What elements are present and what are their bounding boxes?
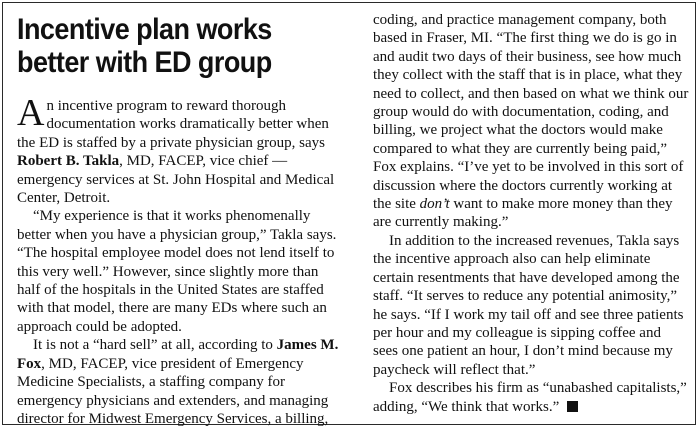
paragraph-2: “My experience is that it works phenomenally better when you have a physician group,” Takla says. “The hospital employee model does not lend itself to this very well.” However, since slightly more than half of the hospitals in the United States are staffed with that model, there are many EDs where such an approach could be adopted.	[17, 208, 337, 335]
paragraph-3	[17, 336, 345, 428]
emphasis-dont: don’t	[419, 196, 450, 213]
article-headline: Incentive plan works better with ED group	[17, 13, 272, 79]
paragraph-1-text-b: , MD, FACEP, vice chief — emergency services at St. John Hospital and Medical Center, Detroit.	[17, 153, 335, 207]
end-mark-square-icon	[567, 401, 578, 412]
paragraph-5	[373, 379, 689, 416]
right-column	[373, 11, 689, 416]
paragraph-5-text: Fox describes his firm as “unabashed capitalists,” adding, “We think that works.”	[373, 380, 687, 415]
paragraph-3-cont-text-a: coding, and practice management company, both based in Fraser, MI. “The first thing we do is go in and audit two days of their business, see how much they collect with the staff that is in place, what they need to collect, and then based on what we think our group would do with documentation, coding, and billing, we project what the doctors would make compared to what they are currently being paid,” Fox explains. “I’ve yet to be involved in this sort of discussion where the doctors currently working at the site	[373, 12, 689, 213]
left-column	[17, 13, 345, 428]
article-frame	[2, 2, 696, 425]
source-name-takla: Robert B. Takla	[17, 153, 120, 170]
paragraph-3-cont-text-b: want to make more money than they are currently making.”	[373, 196, 673, 231]
drop-cap: A	[17, 92, 45, 134]
paragraph-3-text-a: It is not a “hard sell” at all, according to	[33, 337, 277, 354]
paragraph-4: In addition to the increased revenues, Takla says the incentive approach also can help eliminate certain resentments that have developed among the staff. “It serves to reduce any potential animosity,” he says. “If I work my tail off and see three patients per hour and my colleague is sipping coffee and sees one patient an hour, I don’t mind because my paycheck will reflect that.”	[373, 232, 684, 378]
source-name-fox: James M. Fox	[17, 337, 339, 372]
paragraph-1-text-a: n incentive program to reward thorough documentation works dramatically better when the ED is staffed by a private physician group, says	[17, 98, 329, 151]
paragraph-3-continued	[373, 11, 689, 232]
paragraph-3-text-b: , MD, FACEP, vice president of Emergency Medicine Specialists, a staffing company for emergency physicians and extenders, and managing director for Midwest Emergency Services, a billing,	[17, 355, 329, 427]
paragraph-1	[17, 92, 345, 207]
